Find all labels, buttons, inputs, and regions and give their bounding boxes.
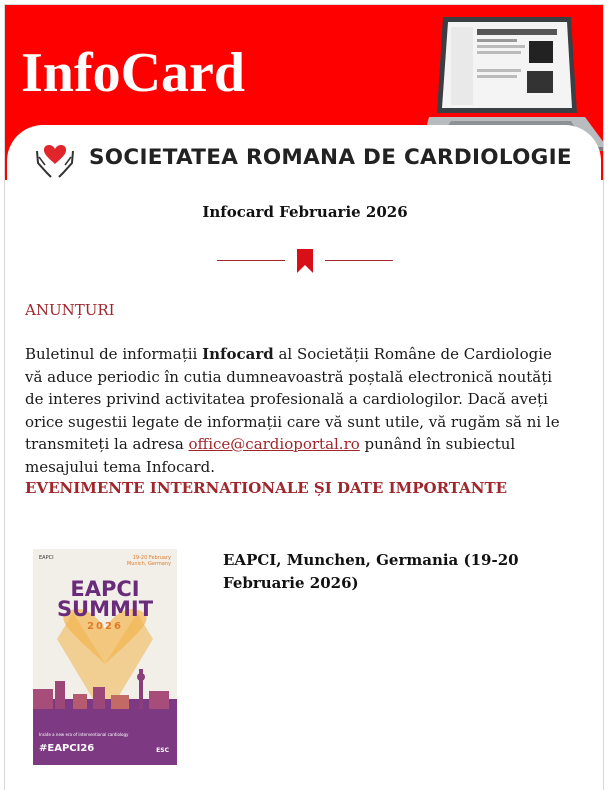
- society-name: SOCIETATEA ROMANA DE CARDIOLOGIE: [89, 145, 572, 170]
- heart-hands-icon: [31, 133, 79, 181]
- email-link[interactable]: office@cardioportal.ro: [188, 435, 360, 453]
- poster-name: [33, 579, 177, 619]
- intro-bold: Infocard: [202, 345, 274, 363]
- poster-hashtag: #EAPCI26: [39, 743, 95, 754]
- announcements-heading: ANUNȚURI: [25, 301, 115, 319]
- divider-line-right: [325, 260, 393, 261]
- poster-tagline: Inside a new era of interventional cardiology: [39, 732, 129, 737]
- event-title[interactable]: EAPCI, Munchen, Germania (19-20 Februarie 2026): [223, 551, 519, 592]
- poster-org: EAPCI: [39, 555, 54, 561]
- event-poster[interactable]: [33, 549, 177, 765]
- events-heading: EVENIMENTE INTERNATIONALE ȘI DATE IMPORTANTE: [25, 479, 508, 497]
- poster-dates: [127, 555, 171, 567]
- poster-name-line1: EAPCI: [70, 577, 140, 601]
- divider-line-left: [217, 260, 285, 261]
- intro-part2: al Societății Române de Cardiologie vă aduce periodic în cutia dumneavoastră poștală electronică noutăți de interes privind activitatea profesională a cardiologilor. Dacă aveți orice sugestii legate de informații care vă sunt utile, vă rugăm să ni le transmiteți la adresa: [25, 345, 560, 453]
- intro-part1: Buletinul de informații: [25, 345, 203, 363]
- poster-year: 2026: [87, 621, 123, 632]
- poster-esc-logo: ESC: [156, 747, 169, 754]
- intro-paragraph: [25, 343, 565, 478]
- section-divider: [215, 245, 395, 275]
- intro-part3: punând în subiectul mesajului tema Infocard.: [25, 435, 516, 476]
- brand-title: InfoCard: [21, 42, 246, 104]
- newsletter-title: Infocard Februarie 2026: [202, 203, 408, 221]
- poster-date-range: 19-20 February: [132, 555, 171, 561]
- poster-name-line2: SUMMIT: [56, 597, 154, 621]
- bookmark-icon: [296, 249, 314, 273]
- newsletter-frame: [4, 4, 604, 790]
- poster-city: Munich, Germany: [126, 561, 171, 567]
- society-logo: [31, 133, 591, 185]
